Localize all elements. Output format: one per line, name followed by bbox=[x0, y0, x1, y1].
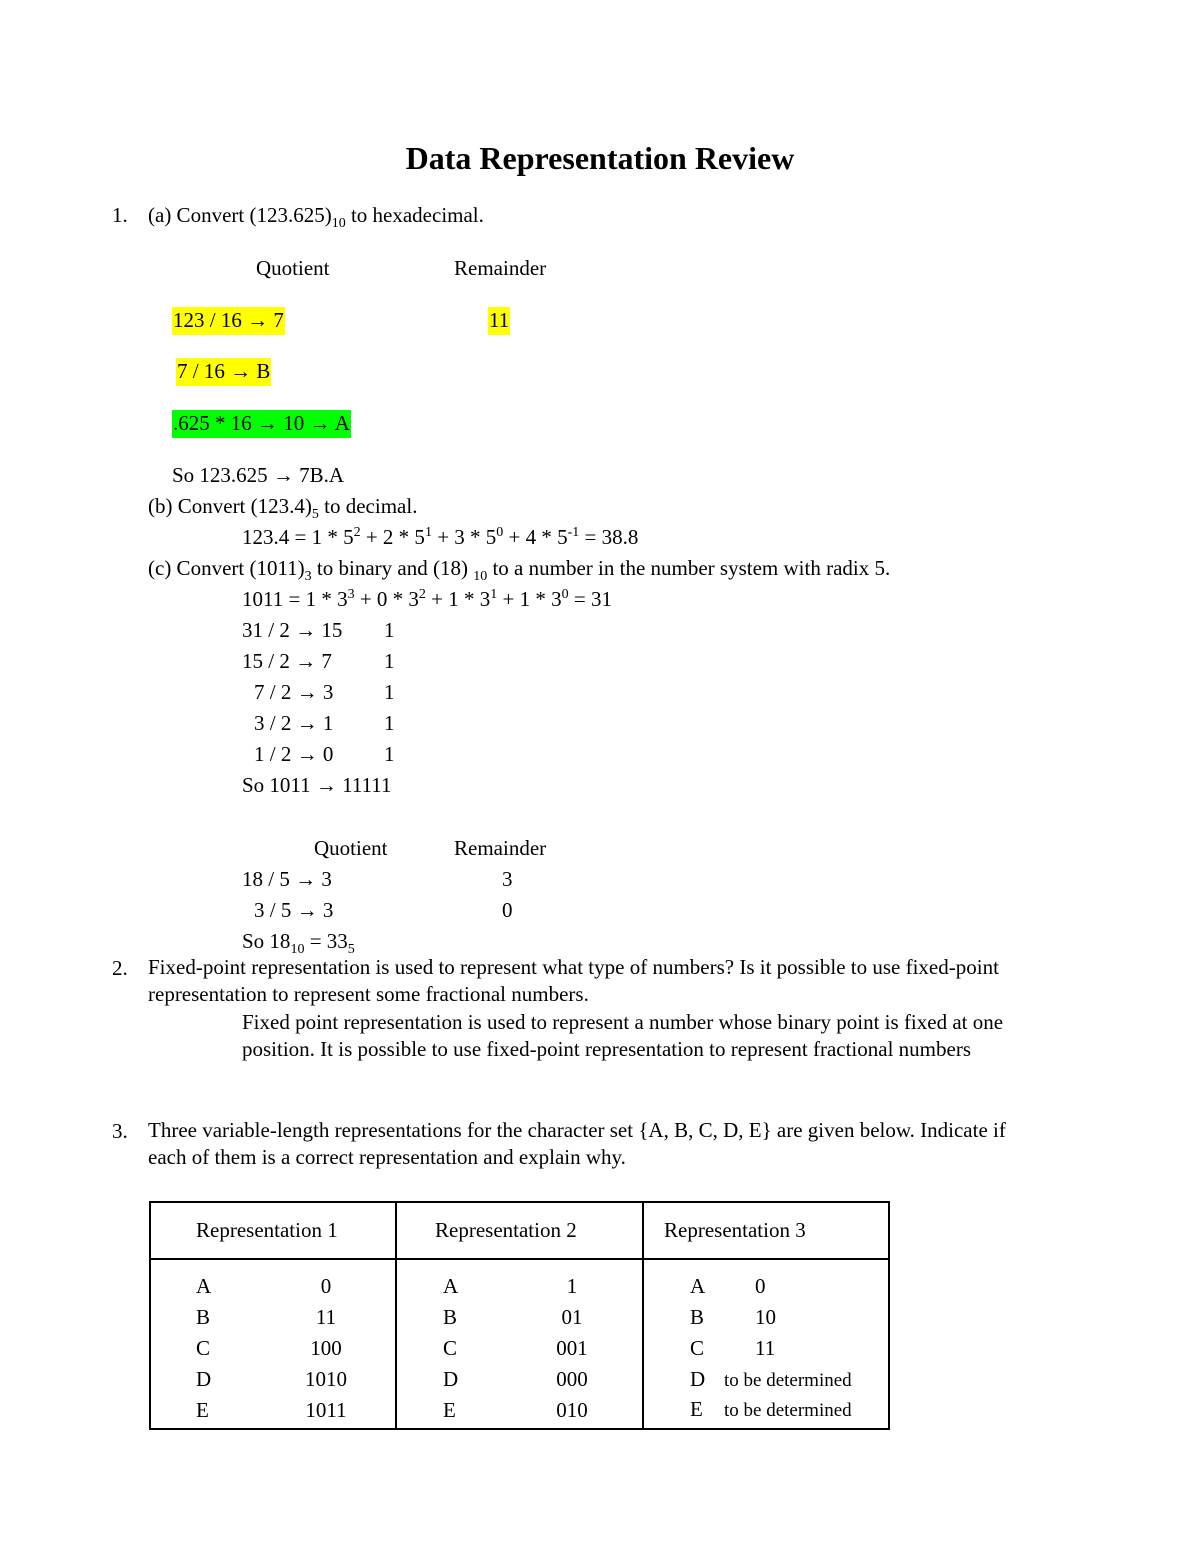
table-header-rep3: Representation 3 bbox=[664, 1218, 806, 1242]
q1a-step-1-remainder: 11 bbox=[488, 310, 510, 331]
rep1-code: 0 bbox=[320, 1274, 332, 1298]
division-row-expr: 7 / 2 → 3 bbox=[254, 680, 334, 704]
rep1-code: 11 bbox=[315, 1305, 337, 1329]
division-row-expr: 18 / 5 → 3 bbox=[242, 867, 332, 891]
division-row-remainder: 1 bbox=[384, 711, 395, 735]
rep1-code: 1010 bbox=[305, 1367, 347, 1391]
division-row-remainder: 3 bbox=[502, 867, 513, 891]
page-title: Data Representation Review bbox=[405, 140, 795, 176]
rep1-symbol: C bbox=[196, 1336, 211, 1360]
q1c-radix5-result: So $18_{10} = 33_5$ bbox=[242, 929, 355, 958]
q3-question: Three variable-length representations for the character set {A, B, C, D, E} are given below. Indicate if each of them is a correct representation and explain why. bbox=[148, 1118, 1006, 1169]
rep1-symbol: E bbox=[196, 1398, 209, 1422]
rep2-symbol: B bbox=[443, 1305, 458, 1329]
q1-number: 1. bbox=[112, 203, 128, 227]
division-row-remainder: 1 bbox=[384, 742, 395, 766]
table-header-rep2: Representation 2 bbox=[435, 1218, 577, 1242]
q1c-remainder-header: Remainder bbox=[454, 836, 547, 860]
rep1-symbol: D bbox=[196, 1367, 212, 1391]
q1c-binary-result: So 1011 → 11111 bbox=[242, 773, 392, 797]
rep3-code: 0 bbox=[755, 1274, 766, 1298]
rep1-code: 100 bbox=[310, 1336, 342, 1360]
q1c-quotient-header: Quotient bbox=[314, 836, 388, 860]
q1a-result: So 123.625 → 7B.A bbox=[172, 463, 345, 487]
division-row-expr: 15 / 2 → 7 bbox=[242, 649, 332, 673]
rep2-code: 1 bbox=[566, 1274, 578, 1298]
division-row-remainder: 1 bbox=[384, 649, 395, 673]
q3-number: 3. bbox=[112, 1119, 128, 1143]
division-row-remainder: 0 bbox=[502, 898, 513, 922]
division-row-expr: 1 / 2 → 0 bbox=[254, 742, 334, 766]
rep3-symbol: D bbox=[690, 1367, 706, 1391]
rep2-code: 001 bbox=[556, 1336, 588, 1360]
rep3-symbol: B bbox=[690, 1305, 705, 1329]
rep3-code: 10 bbox=[755, 1305, 776, 1329]
q1a-prompt: (a) Convert $(123.625)_{10}$ to hexadecimal. bbox=[148, 203, 484, 232]
rep1-symbol: B bbox=[196, 1305, 211, 1329]
table-header-rep1: Representation 1 bbox=[196, 1218, 338, 1242]
q1a-step-1: 123 / 16 → 7 bbox=[172, 310, 285, 331]
q1a-remainder-header: Remainder bbox=[454, 256, 547, 280]
q1a-quotient-header: Quotient bbox=[256, 256, 330, 280]
q2-number: 2. bbox=[112, 956, 128, 980]
rep2-symbol: A bbox=[443, 1274, 459, 1298]
rep1-symbol: A bbox=[196, 1274, 212, 1298]
rep2-code: 010 bbox=[556, 1398, 588, 1422]
q1a-step-2: 7 / 16 → B bbox=[176, 361, 271, 382]
rep2-symbol: C bbox=[443, 1336, 458, 1360]
rep3-code: to be determined bbox=[724, 1400, 852, 1421]
rep3-symbol: E bbox=[690, 1397, 703, 1421]
division-row-remainder: 1 bbox=[384, 618, 395, 642]
q1c-prompt: (c) Convert $(1011)_3$ to binary and (18) $_{10}$ to a number in the number system with radix 5. bbox=[148, 556, 891, 585]
table-header-divider bbox=[151, 1258, 888, 1260]
division-row-expr: 3 / 2 → 1 bbox=[254, 711, 334, 735]
division-row-expr: 31 / 2 → 15 bbox=[242, 618, 343, 642]
rep3-code: to be determined bbox=[724, 1370, 852, 1391]
rep2-code: 000 bbox=[556, 1367, 588, 1391]
rep2-code: 01 bbox=[561, 1305, 583, 1329]
rep1-code: 1011 bbox=[305, 1398, 347, 1422]
rep2-symbol: D bbox=[443, 1367, 459, 1391]
table-column-divider bbox=[642, 1203, 644, 1428]
q1a-step-3: .625 * 16 → 10 → A bbox=[172, 413, 351, 434]
rep2-symbol: E bbox=[443, 1398, 456, 1422]
q1c-equation: $1011 = 1 * 3^3 + 0 * 3^2 + 1 * 3^1 + 1 * 3^0 = 31$ bbox=[242, 587, 612, 611]
table-column-divider bbox=[395, 1203, 397, 1428]
representation-table bbox=[149, 1201, 890, 1430]
q2-answer: Fixed point representation is used to represent a number whose binary point is fixed at one position. It is possible to use fixed-point representation to represent fractional numbers bbox=[242, 1010, 1004, 1061]
rep3-code: 11 bbox=[755, 1336, 776, 1360]
q1b-prompt: (b) Convert $(123.4)_5$ to decimal. bbox=[148, 494, 418, 523]
q1b-equation: $123.4 = 1 * 5^2 + 2 * 5^1 + 3 * 5^0 + 4 * 5^{-1} = 38.8$ bbox=[242, 525, 639, 549]
q2-question: Fixed-point representation is used to represent what type of numbers? Is it possible to use fixed-point representation to represent some fractional numbers. bbox=[148, 955, 999, 1006]
rep3-symbol: A bbox=[690, 1274, 706, 1298]
division-row-remainder: 1 bbox=[384, 680, 395, 704]
division-row-expr: 3 / 5 → 3 bbox=[254, 898, 334, 922]
rep3-symbol: C bbox=[690, 1336, 705, 1360]
